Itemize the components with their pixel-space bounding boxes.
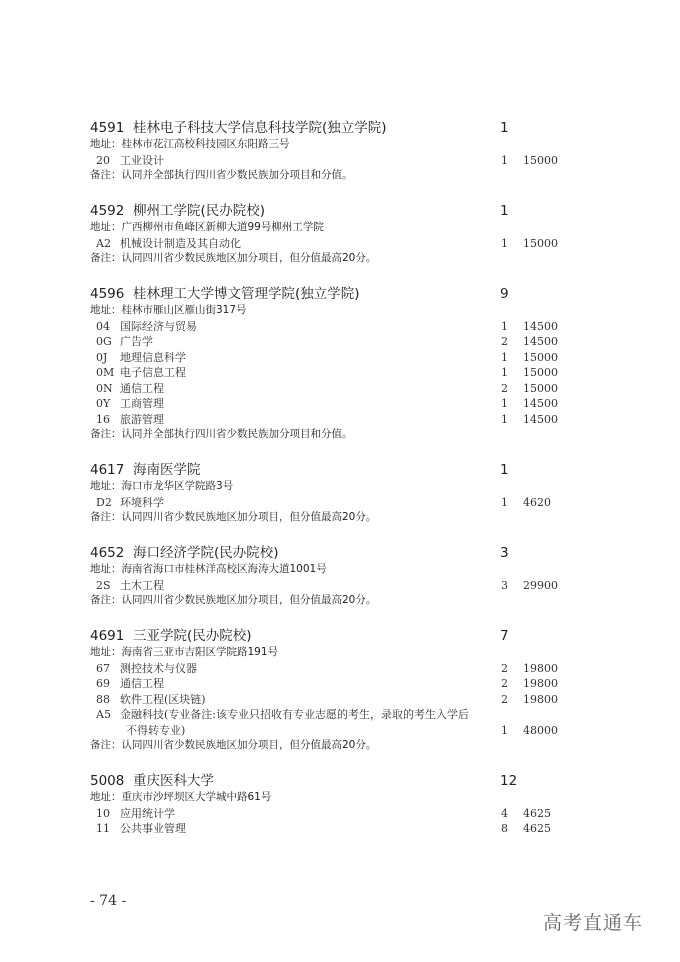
major-fee: 15000 — [523, 236, 558, 250]
school-address: 地址：重庆市沙坪坝区大学城中路61号 — [90, 791, 272, 803]
major-code: 2S — [96, 578, 111, 592]
school-title — [90, 120, 387, 136]
school-name: 海南医学院 — [132, 462, 201, 478]
major-fee: 15000 — [523, 366, 558, 379]
major-name: 软件工程(区块链) — [120, 692, 206, 706]
major-row — [90, 412, 610, 428]
major-name: 广告学 — [120, 335, 153, 348]
major-count: 1 — [501, 412, 508, 426]
major-count: 1 — [501, 366, 508, 379]
major-name: 工商管理 — [120, 397, 164, 410]
major-name: 应用统计学 — [120, 806, 175, 820]
school-count: 1 — [500, 120, 509, 136]
major-row — [90, 153, 610, 169]
major-name: 环境科学 — [120, 495, 164, 509]
major-row — [90, 578, 610, 594]
major-count: 2 — [501, 661, 508, 675]
major-code: 0M — [96, 366, 115, 379]
school-code: 4591 — [90, 120, 125, 136]
major-name: 工业设计 — [120, 153, 164, 167]
major-count: 3 — [501, 578, 508, 592]
major-row — [90, 692, 610, 708]
school-note: 备注：认同四川省少数民族地区加分项目，但分值最高20分。 — [90, 739, 377, 751]
school-name: 重庆医科大学 — [132, 773, 214, 789]
major-code: 88 — [96, 692, 110, 706]
major-fee: 19800 — [523, 661, 558, 675]
major-code: 10 — [96, 806, 110, 820]
school-block — [90, 202, 610, 267]
major-code: 0G — [96, 335, 112, 348]
major-fee: 4625 — [523, 806, 551, 820]
major-fee: 29900 — [523, 578, 558, 592]
major-code: 69 — [96, 677, 110, 690]
school-code: 4652 — [90, 545, 125, 561]
major-code: 16 — [96, 412, 110, 426]
major-row — [90, 676, 610, 692]
school-title — [90, 203, 265, 219]
school-count: 1 — [500, 462, 509, 478]
major-count: 1 — [501, 397, 508, 410]
school-block — [90, 461, 610, 526]
school-header — [90, 285, 610, 303]
major-name: 通信工程 — [120, 677, 164, 690]
school-block — [90, 772, 610, 837]
school-block — [90, 627, 610, 754]
watermark: 高考直通车 — [543, 912, 644, 934]
major-count: 1 — [501, 495, 508, 509]
school-header — [90, 202, 610, 220]
major-fee: 15000 — [523, 350, 558, 364]
major-code: A5 — [96, 708, 111, 721]
major-row — [90, 396, 610, 412]
school-code: 5008 — [90, 773, 125, 789]
major-fee: 15000 — [523, 153, 558, 167]
school-note: 备注：认同四川省少数民族地区加分项目，但分值最高20分。 — [90, 511, 377, 523]
school-address: 地址：桂林市花江高校科技园区东阳路三号 — [90, 138, 290, 150]
school-address: 地址：桂林市雁山区雁山街317号 — [90, 304, 247, 316]
school-note: 备注：认同四川省少数民族地区加分项目，但分值最高20分。 — [90, 594, 377, 606]
school-count: 9 — [500, 286, 509, 302]
major-count: 1 — [501, 319, 508, 333]
major-fee: 14500 — [523, 397, 558, 410]
school-count: 7 — [500, 628, 509, 644]
major-row — [90, 365, 610, 381]
major-code: 20 — [96, 153, 110, 167]
school-name: 三亚学院(民办院校) — [132, 628, 252, 644]
school-header — [90, 772, 610, 790]
major-code: 0Y — [96, 397, 111, 410]
major-name: 电子信息工程 — [120, 366, 186, 379]
major-row-continued — [90, 723, 610, 739]
school-title — [90, 286, 360, 302]
major-count: 8 — [501, 822, 508, 835]
major-row — [90, 381, 610, 397]
major-fee: 4620 — [523, 495, 551, 509]
major-row — [90, 661, 610, 677]
school-code: 4691 — [90, 628, 125, 644]
school-name: 桂林电子科技大学信息科技学院(独立学院) — [132, 120, 387, 136]
school-code: 4617 — [90, 462, 125, 478]
major-name: 通信工程 — [120, 381, 164, 395]
school-header — [90, 544, 610, 562]
major-count: 1 — [501, 236, 508, 250]
major-code: 11 — [96, 822, 110, 835]
page-number: - 74 - — [90, 893, 127, 909]
major-name: 金融科技(专业备注:该专业只招收有专业志愿的考生，录取的考生入学后 — [120, 708, 469, 721]
school-block — [90, 285, 610, 443]
major-code: 0N — [96, 381, 113, 395]
school-name: 海口经济学院(民办院校) — [132, 545, 279, 561]
major-row — [90, 495, 610, 511]
major-fee: 19800 — [523, 677, 558, 690]
major-name: 旅游管理 — [120, 412, 164, 426]
major-row — [90, 236, 610, 252]
major-code: 0J — [96, 350, 108, 364]
major-fee: 14500 — [523, 319, 558, 333]
major-code: 67 — [96, 661, 110, 675]
major-fee: 4625 — [523, 822, 551, 835]
school-block — [90, 119, 610, 184]
school-name: 桂林理工大学博文管理学院(独立学院) — [132, 286, 360, 302]
major-code: 04 — [96, 319, 110, 333]
school-address: 地址：广西柳州市鱼峰区新柳大道99号柳州工学院 — [90, 221, 324, 233]
major-name-continued: 不得转专业) — [126, 723, 186, 737]
major-count: 1 — [501, 723, 508, 737]
major-row — [90, 350, 610, 366]
major-row — [90, 319, 610, 335]
school-block — [90, 544, 610, 609]
major-count: 1 — [501, 350, 508, 364]
major-name: 机械设计制造及其自动化 — [120, 236, 241, 250]
major-row — [90, 334, 610, 350]
school-title — [90, 462, 200, 478]
major-count: 4 — [501, 806, 508, 820]
major-count: 2 — [501, 677, 508, 690]
major-row — [90, 707, 610, 723]
school-note: 备注：认同并全部执行四川省少数民族加分项目和分值。 — [90, 428, 353, 440]
school-code: 4592 — [90, 203, 125, 219]
major-name: 土木工程 — [120, 578, 164, 592]
major-count: 2 — [501, 381, 508, 395]
major-fee: 48000 — [523, 723, 558, 737]
major-name: 公共事业管理 — [120, 822, 186, 835]
school-note: 备注：认同并全部执行四川省少数民族加分项目和分值。 — [90, 169, 353, 181]
school-address: 地址：海南省三亚市吉阳区学院路191号 — [90, 646, 279, 658]
school-title — [90, 773, 214, 789]
school-list — [90, 119, 610, 855]
school-header — [90, 119, 610, 137]
major-fee: 14500 — [523, 335, 558, 348]
major-row — [90, 806, 610, 822]
major-count: 2 — [501, 692, 508, 706]
school-title — [90, 628, 252, 644]
major-count: 1 — [501, 153, 508, 167]
major-count: 2 — [501, 335, 508, 348]
major-row — [90, 821, 610, 837]
school-count: 3 — [500, 545, 509, 561]
major-fee: 19800 — [523, 692, 558, 706]
school-note: 备注：认同四川省少数民族地区加分项目，但分值最高20分。 — [90, 252, 377, 264]
major-code: A2 — [96, 236, 111, 250]
major-name: 测控技术与仪器 — [120, 661, 197, 675]
school-count: 12 — [500, 773, 518, 789]
major-fee: 15000 — [523, 381, 558, 395]
school-address: 地址：海南省海口市桂林洋高校区海涛大道1001号 — [90, 563, 327, 575]
school-header — [90, 461, 610, 479]
major-name: 国际经济与贸易 — [120, 319, 197, 333]
school-title — [90, 545, 279, 561]
school-address: 地址：海口市龙华区学院路3号 — [90, 480, 234, 492]
school-header — [90, 627, 610, 645]
school-count: 1 — [500, 203, 509, 219]
school-code: 4596 — [90, 286, 125, 302]
major-fee: 14500 — [523, 412, 558, 426]
school-name: 柳州工学院(民办院校) — [132, 203, 265, 219]
major-name: 地理信息科学 — [120, 350, 186, 364]
major-code: D2 — [96, 495, 112, 509]
